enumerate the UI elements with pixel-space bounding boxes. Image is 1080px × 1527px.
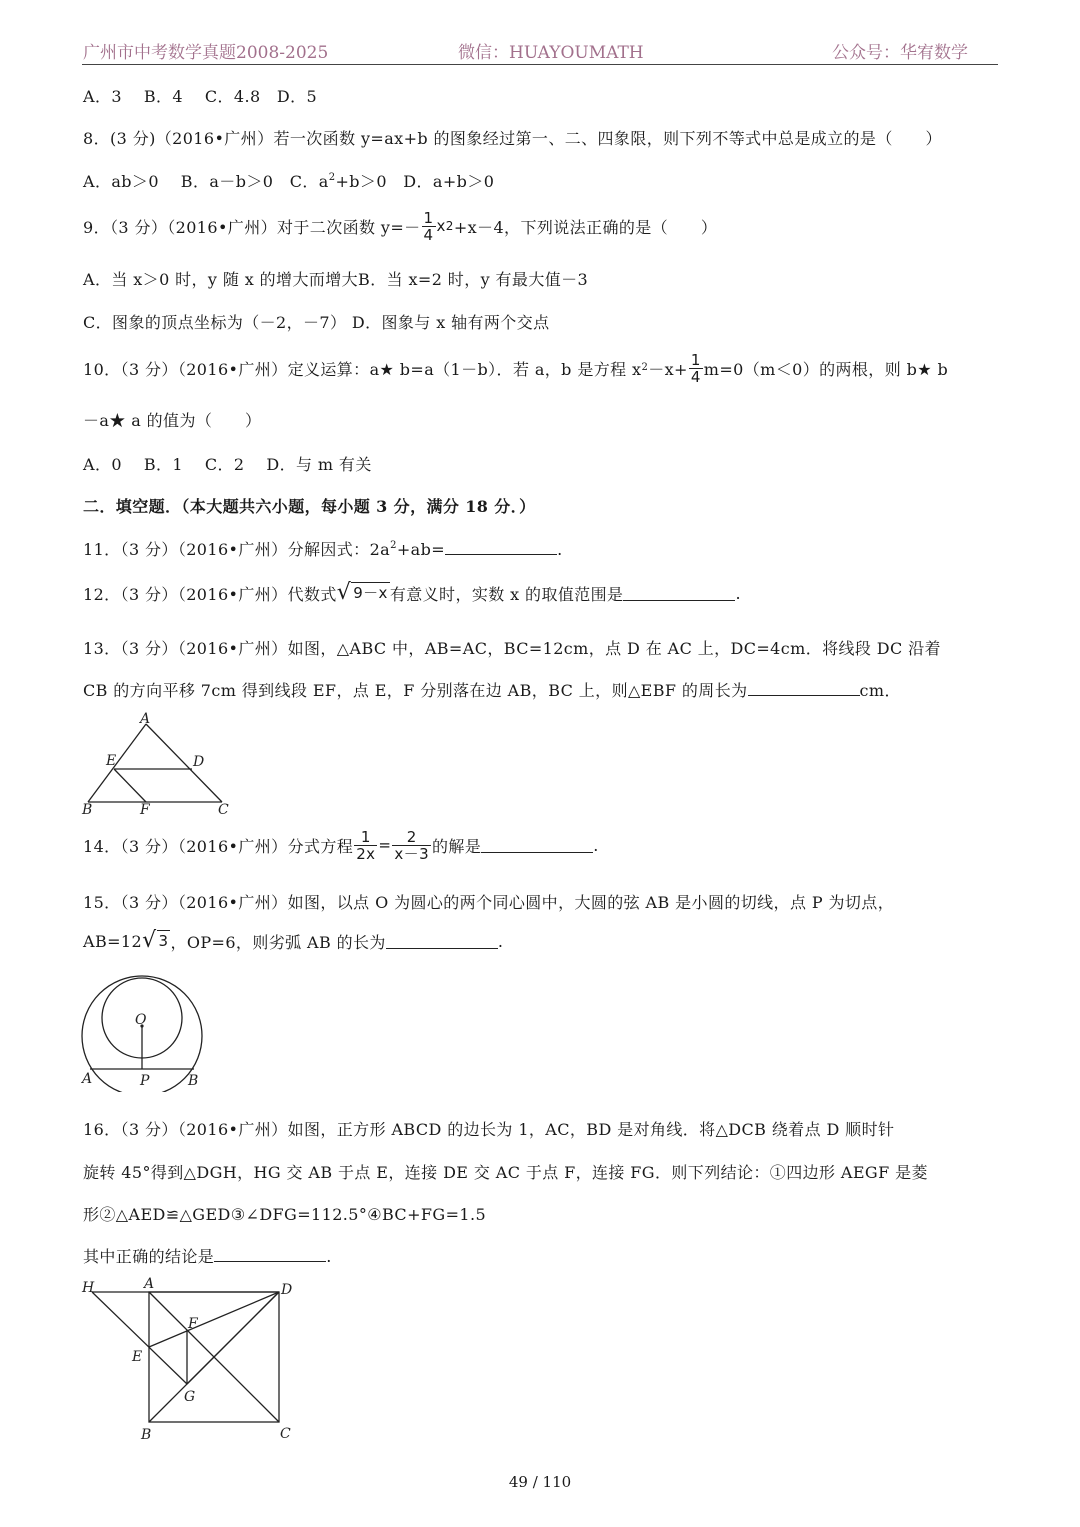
q16-seg-hg	[92, 1292, 187, 1384]
q14-f2-num: 2	[392, 829, 431, 846]
q8-options	[83, 169, 494, 192]
q13-figure-triangle	[78, 712, 238, 820]
q12-radical-sign: √	[336, 580, 352, 605]
q15-label-o: O	[135, 1012, 147, 1028]
q10-frac-den: 4	[690, 367, 701, 386]
q10-mid: －x+	[648, 359, 688, 379]
q15-label-b: B	[188, 1073, 199, 1089]
q14-end: .	[593, 835, 599, 855]
q9-frac-den: 4	[423, 225, 434, 244]
q15-figure-circles	[78, 968, 213, 1092]
header-wechat: 微信：HUAYOUMATH	[458, 43, 644, 63]
q14-equals: =	[378, 836, 392, 854]
page-number: 49 / 110	[508, 1473, 572, 1491]
q15-end: .	[497, 931, 504, 951]
q16-line1: 16．（3 分）（2016•广州）如图，正方形 ABCD 的边长为 1，AC，BD 是对角线．将△DCB 绕着点 D 顺时针	[83, 1120, 895, 1139]
q16-line4	[83, 1244, 332, 1267]
header-title: 广州市中考数学真题2008-2025	[83, 43, 329, 63]
q14-pre: 14．（3 分）（2016•广州）分式方程	[83, 836, 354, 856]
q10-stem: 10．（3 分）（2016•广州）定义运算：a★ b=a（1－b）．若 a，b 是方程 x 2 －x+ $\frac{1}{4}$ m=0（m＜0）的两根，则 b★ b	[83, 350, 949, 386]
q16-label-d: D	[281, 1282, 293, 1298]
q13-seg-ab	[88, 724, 146, 802]
q15-line2-post: ，OP=6，则劣弧 AB 的长为	[170, 932, 386, 952]
q15-line2	[83, 926, 503, 956]
q15-label-a: A	[82, 1071, 93, 1087]
q9-x: x	[436, 217, 446, 235]
q13-line2	[83, 678, 901, 701]
q13-label-a: A	[140, 712, 151, 727]
q16-label-a: A	[144, 1276, 155, 1292]
q9-frac-num: 1	[423, 208, 434, 227]
q9-options-row2: C．图象的顶点坐标为（－2，－7） D．图象与 x 轴有两个交点	[83, 313, 550, 332]
q13-seg-ac	[146, 724, 222, 802]
q13-label-f: F	[140, 802, 150, 818]
q13-line1: 13．（3 分）（2016•广州）如图，△ABC 中，AB=AC，BC=12cm，点 D 在 AC 上，DC=4cm．将线段 DC 沿着	[83, 639, 941, 658]
q15-answer-blank[interactable]	[386, 934, 498, 949]
q14-post: 的解是	[432, 836, 482, 856]
header-divider	[82, 64, 998, 65]
q16-label-b: B	[141, 1427, 152, 1443]
q14-fraction-1	[354, 829, 377, 862]
q12-radicand: 9－x	[353, 584, 388, 602]
q11-sup: 2	[390, 540, 397, 551]
q12-answer-blank[interactable]	[623, 586, 735, 601]
q9-post: +x－4，下列说法正确的是（ ）	[453, 217, 718, 237]
q13-label-c: C	[218, 802, 229, 818]
header-official-account: 公众号：华宥数学	[832, 43, 968, 63]
q8-opt-pre: A．ab＞0 B．a－b＞0 C．a	[83, 172, 329, 191]
q10-frac-num: 1	[690, 350, 701, 369]
q11	[83, 537, 563, 560]
q14-f1-den: 2x	[356, 844, 376, 863]
q12	[83, 578, 741, 608]
q14-f1-num: 1	[354, 829, 377, 846]
q13-line2-pre: CB 的方向平移 7cm 得到线段 EF，点 E，F 分别落在边 AB，BC 上，则△EBF 的周长为	[83, 681, 748, 700]
q10-pre: 10．（3 分）（2016•广州）定义运算：a★ b=a（1－b）．若 a，b 是方程 x	[83, 359, 642, 379]
q14-f2-den: x－3	[394, 844, 430, 863]
q15-label-p: P	[140, 1073, 150, 1089]
q11-answer-blank[interactable]	[445, 540, 557, 555]
q9-pre: 9．（3 分）（2016•广州）对于二次函数 y=－	[83, 217, 421, 237]
q15-sqrt	[142, 930, 170, 952]
q16-line3: 形②△AED≌△GED③∠DFG=112.5°④BC+FG=1.5	[83, 1205, 487, 1224]
q7-options: A．3 B．4 C．4.8 D．5	[83, 87, 318, 106]
q16-line2: 旋转 45°得到△DGH，HG 交 AB 于点 E，连接 DE 交 AC 于点 F，连接 FG．则下列结论：①四边形 AEGF 是菱	[83, 1163, 928, 1182]
q12-pre: 12．（3 分）（2016•广州）代数式	[83, 584, 337, 604]
q16-seg-gd	[187, 1292, 279, 1384]
q13-seg-ef	[114, 769, 146, 802]
q16-label-f: F	[188, 1316, 198, 1332]
q14-answer-blank[interactable]	[481, 838, 593, 853]
q15-line2-pre: AB=12	[83, 931, 143, 951]
q10-options: A．0 B．1 C．2 D．与 m 有关	[83, 455, 372, 474]
q14	[83, 822, 599, 868]
q12-sqrt	[337, 582, 390, 604]
q16-label-h: H	[82, 1280, 95, 1296]
q16-label-g: G	[184, 1389, 196, 1405]
q8-stem: 8．(3 分)（2016•广州）若一次函数 y=ax+b 的图象经过第一、二、四象限，则下列不等式中总是成立的是（ ）	[83, 129, 942, 148]
q16-end: .	[326, 1247, 332, 1266]
q9-fraction	[422, 210, 436, 243]
q9-stem: 9．（3 分）（2016•广州）对于二次函数 y=－ $\frac{1}{4}$ x 2 +x－4，下列说法正确的是（ ）	[83, 208, 718, 244]
q15-line1: 15．（3 分）（2016•广州）如图，以点 O 为圆心的两个同心圆中，大圆的弦 AB 是小圆的切线，点 P 为切点，	[83, 893, 895, 912]
q16-label-c: C	[280, 1426, 291, 1442]
q14-fraction-2	[392, 829, 431, 862]
q8-opt-post: +b＞0 D．a+b＞0	[335, 172, 495, 191]
section2-title: 二．填空题．（本大题共六小题，每小题 3 分，满分 18 分．）	[83, 497, 536, 516]
q10-fraction	[689, 352, 703, 385]
q12-post: 有意义时，实数 x 的取值范围是	[389, 584, 624, 604]
q9-options-row1: A．当 x＞0 时，y 随 x 的增大而增大B．当 x=2 时，y 有最大值－3	[83, 270, 589, 289]
q12-end: .	[735, 583, 741, 603]
q16-label-e: E	[132, 1349, 143, 1365]
q16-figure-square	[78, 1272, 303, 1450]
q13-label-d: D	[193, 754, 205, 770]
q10-post: m=0（m＜0）的两根，则 b★ b	[703, 359, 949, 379]
q10-continued: －a★ a 的值为（ ）	[83, 411, 262, 430]
q13-line2-post: cm．	[859, 681, 901, 700]
q11-post: +ab=	[396, 540, 446, 559]
q13-label-e: E	[106, 753, 117, 769]
q15-radical-sign: √	[142, 928, 157, 953]
q16-seg-ed	[149, 1292, 279, 1347]
q16-answer-blank[interactable]	[214, 1247, 326, 1262]
q8-opt-sup: 2	[328, 172, 336, 183]
q16-line4-pre: 其中正确的结论是	[83, 1247, 215, 1266]
q13-answer-blank[interactable]	[748, 681, 860, 696]
q15-radicand: 3	[158, 932, 169, 950]
q11-end: .	[557, 540, 563, 559]
q11-pre: 11．（3 分）（2016•广州）分解因式：2a	[83, 540, 391, 559]
q13-label-b: B	[82, 802, 93, 818]
